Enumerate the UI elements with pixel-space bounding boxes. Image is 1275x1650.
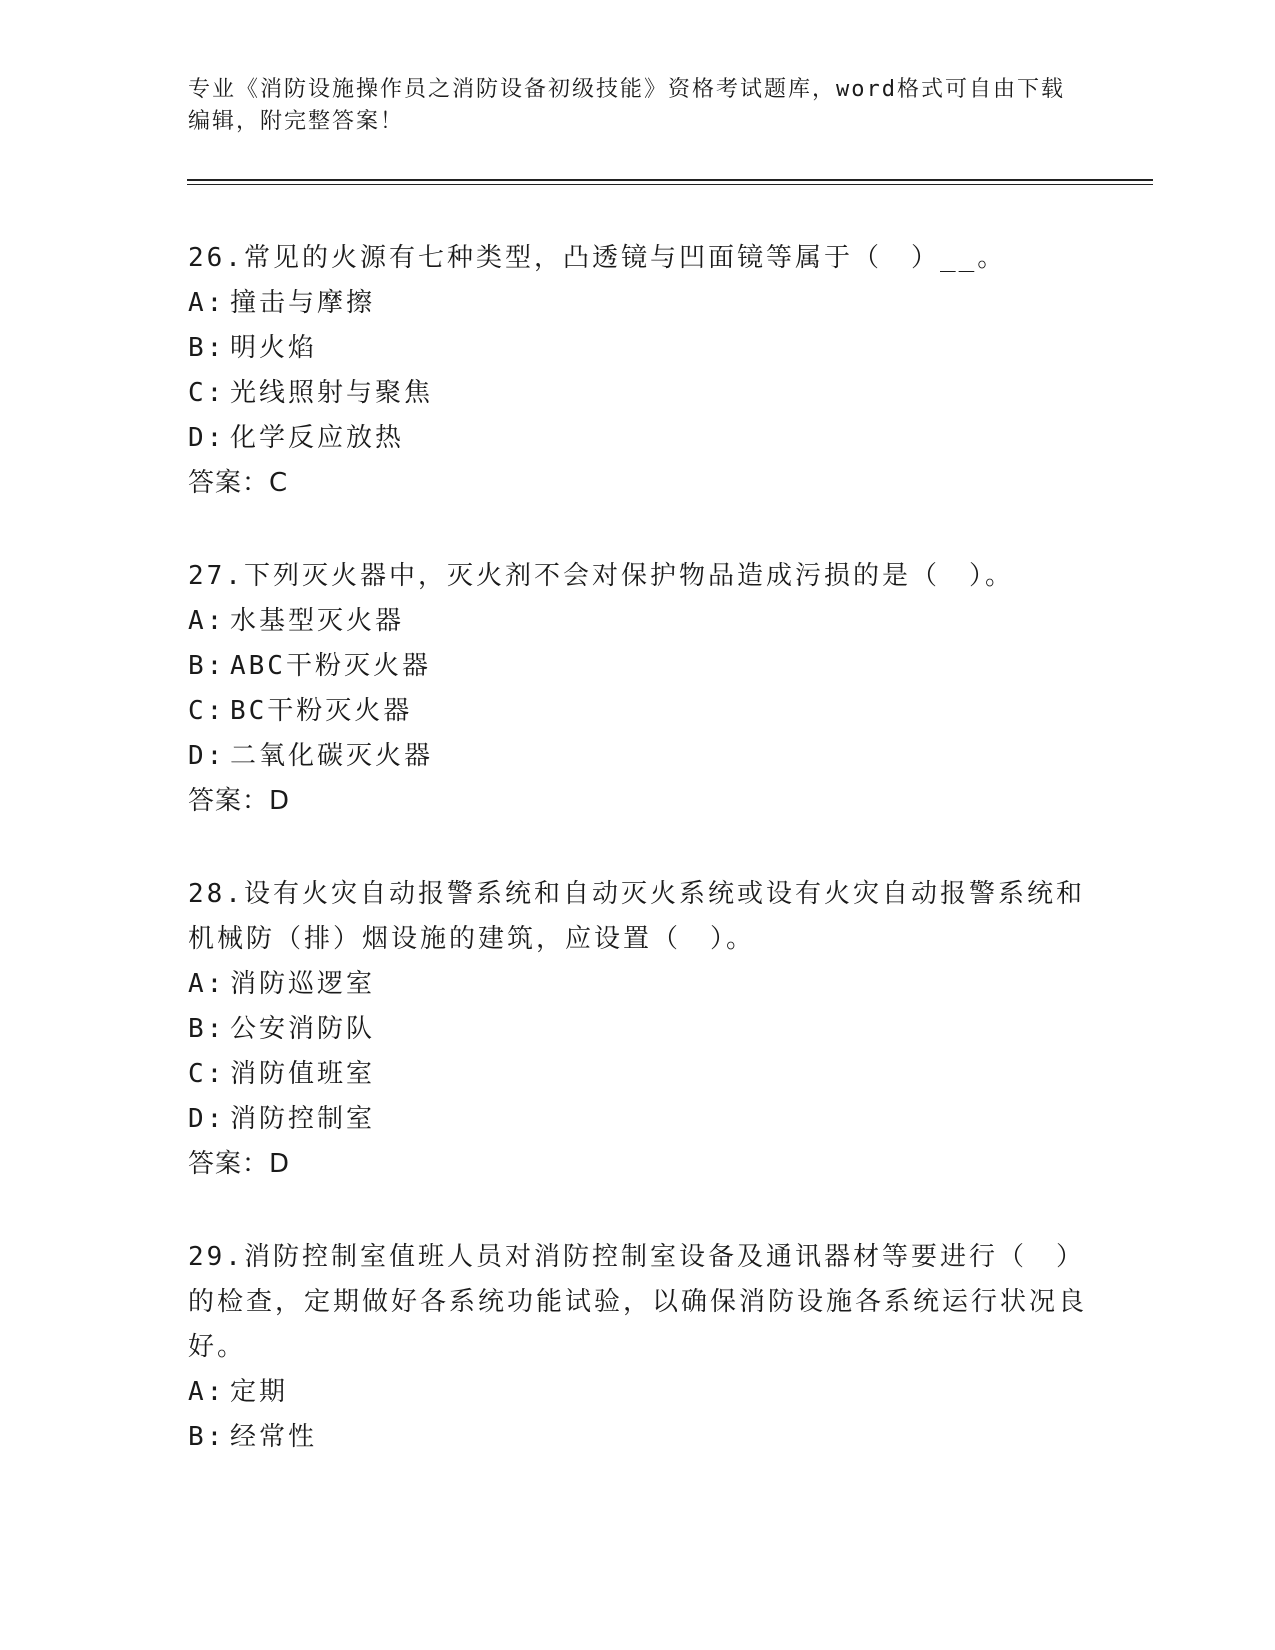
option-text: BC干粉灭火器 — [230, 696, 413, 726]
option-key: C: — [188, 1059, 226, 1089]
option-a — [188, 1370, 1088, 1415]
option-key: B: — [188, 1014, 226, 1044]
option-c — [188, 689, 1088, 734]
option-text: 定期 — [230, 1377, 289, 1407]
document-header: 专业《消防设施操作员之消防设备初级技能》资格考试题库，word格式可自由下载编辑，附完整答案！ — [188, 77, 1065, 134]
option-text: 经常性 — [230, 1422, 318, 1452]
question-stem: 26.常见的火源有七种类型，凸透镜与凹面镜等属于（ ）__。 — [188, 243, 1007, 273]
option-key: D: — [188, 423, 226, 453]
question-stem: 29.消防控制室值班人员对消防控制室设备及通讯器材等要进行（ ）的检查，定期做好各系统功能试验，以确保消防设施各系统运行状况良好。 — [188, 1242, 1088, 1362]
option-text: 撞击与摩擦 — [230, 288, 376, 318]
option-b — [188, 1007, 1088, 1052]
answer-line: 答案：C — [188, 468, 289, 498]
option-d — [188, 416, 1088, 461]
answer-line: 答案：D — [188, 786, 291, 816]
option-text: 消防控制室 — [230, 1104, 376, 1134]
option-b — [188, 326, 1088, 371]
header-divider-top — [187, 179, 1153, 181]
option-b — [188, 644, 1088, 689]
option-text: 二氧化碳灭火器 — [230, 741, 434, 771]
option-key: B: — [188, 651, 226, 681]
option-key: A: — [188, 288, 226, 318]
header-divider-bottom — [187, 184, 1153, 185]
question-stem: 28.设有火灾自动报警系统和自动灭火系统或设有火灾自动报警系统和机械防（排）烟设施的建筑，应设置（ ）。 — [188, 879, 1085, 954]
option-key: D: — [188, 1104, 226, 1134]
question-stem: 27.下列灭火器中，灭火剂不会对保护物品造成污损的是（ ）。 — [188, 561, 1014, 591]
option-key: A: — [188, 606, 226, 636]
option-key: A: — [188, 969, 226, 999]
option-text: ABC干粉灭火器 — [230, 651, 431, 681]
option-key: D: — [188, 741, 226, 771]
option-text: 光线照射与聚焦 — [230, 378, 434, 408]
question-28 — [188, 872, 1088, 1187]
option-key: B: — [188, 333, 226, 363]
option-c — [188, 1052, 1088, 1097]
question-26 — [188, 236, 1088, 506]
option-d — [188, 734, 1088, 779]
option-text: 消防值班室 — [230, 1059, 376, 1089]
option-key: C: — [188, 696, 226, 726]
option-text: 公安消防队 — [230, 1014, 376, 1044]
question-27 — [188, 554, 1088, 824]
question-29 — [188, 1235, 1088, 1460]
option-text: 明火焰 — [230, 333, 318, 363]
option-a — [188, 599, 1088, 644]
answer-line: 答案：D — [188, 1149, 291, 1179]
option-text: 化学反应放热 — [230, 423, 405, 453]
option-text: 水基型灭火器 — [230, 606, 405, 636]
option-key: B: — [188, 1422, 226, 1452]
option-a — [188, 962, 1088, 1007]
option-key: A: — [188, 1377, 226, 1407]
option-text: 消防巡逻室 — [230, 969, 376, 999]
option-key: C: — [188, 378, 226, 408]
option-a — [188, 281, 1088, 326]
option-d — [188, 1097, 1088, 1142]
option-b — [188, 1415, 1088, 1460]
option-c — [188, 371, 1088, 416]
